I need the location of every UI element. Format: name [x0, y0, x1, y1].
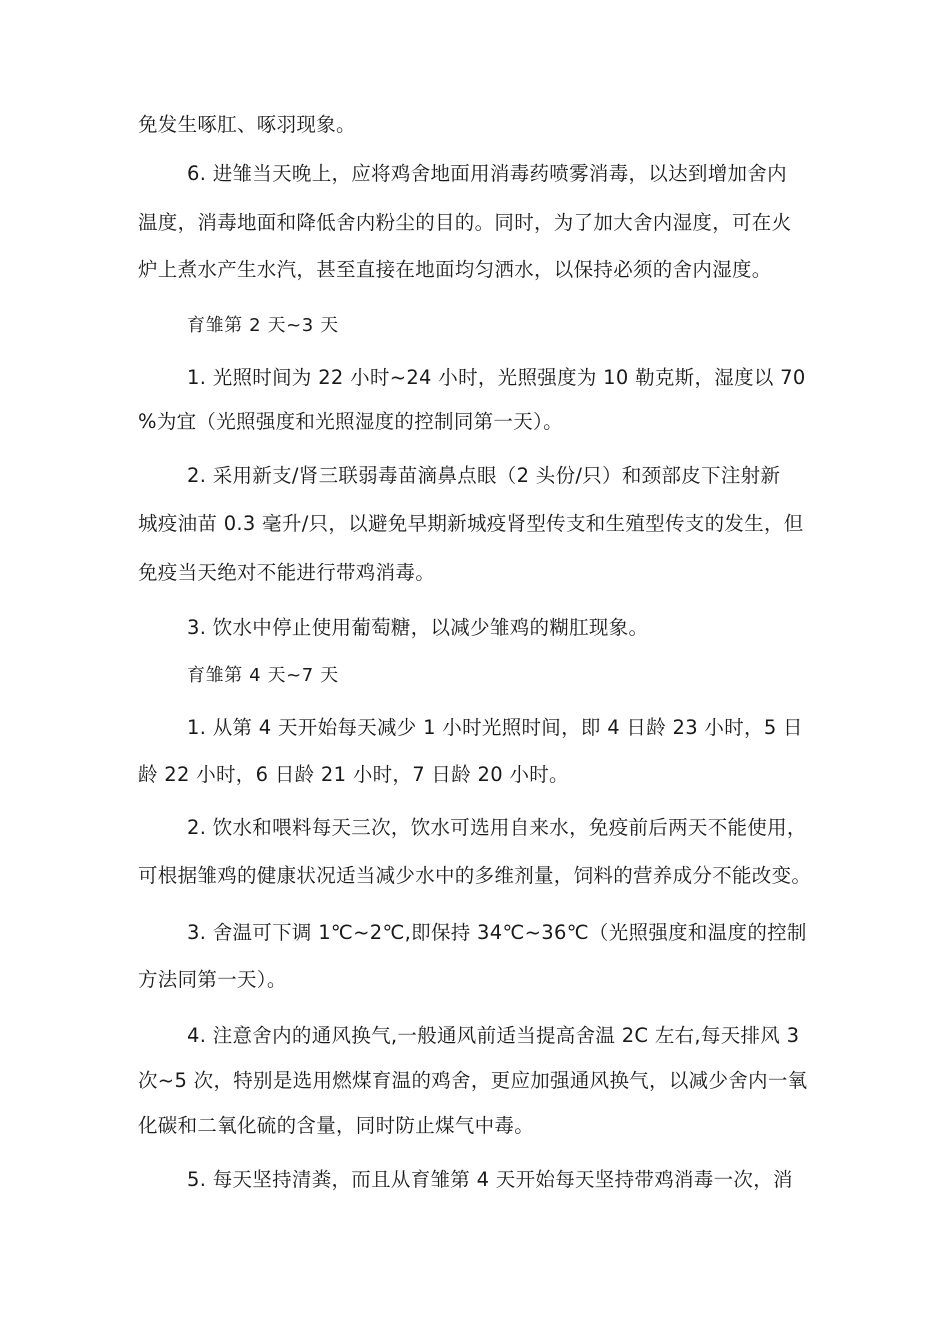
text-line: 次~5 次，特别是选用燃煤育温的鸡舍，更应加强通风换气，以减少舍内一氧 [138, 1069, 808, 1092]
text-line: %为宜（光照强度和光照湿度的控制同第一天）。 [138, 410, 563, 433]
text-line: 方法同第一天）。 [138, 968, 287, 991]
text-line: 龄 22 小时，6 日龄 21 小时，7 日龄 20 小时。 [138, 763, 569, 786]
text-line: 温度，消毒地面和降低舍内粉尘的目的。同时，为了加大舍内湿度，可在火 [138, 211, 792, 234]
text-line: 6. 进雏当天晚上，应将鸡舍地面用消毒药喷雾消毒，以达到增加舍内 [187, 162, 787, 185]
text-line: 1. 光照时间为 22 小时~24 小时，光照强度为 10 勒克斯，湿度以 70 [187, 366, 806, 389]
text-line: 免发生啄肛、啄羽现象。 [138, 113, 356, 136]
text-line: 城疫油苗 0.3 毫升/只，以避免早期新城疫肾型传支和生殖型传支的发生，但 [138, 512, 804, 535]
text-line: 5. 每天坚持清粪，而且从育雏第 4 天开始每天坚持带鸡消毒一次，消 [187, 1168, 793, 1191]
section-heading: 育雏第 2 天~3 天 [187, 315, 339, 336]
text-line: 免疫当天绝对不能进行带鸡消毒。 [138, 561, 436, 584]
text-line: 炉上煮水产生水汽，甚至直接在地面均匀洒水，以保持必须的舍内湿度。 [138, 258, 772, 281]
text-line: 3. 饮水中停止使用葡萄糖，以减少雏鸡的糊肛现象。 [187, 616, 649, 639]
text-line: 2. 采用新支/肾三联弱毒苗滴鼻点眼（2 头份/只）和颈部皮下注射新 [187, 464, 781, 487]
text-line: 化碳和二氧化硫的含量，同时防止煤气中毒。 [138, 1114, 535, 1137]
text-line: 4. 注意舍内的通风换气,一般通风前适当提高舍温 2C 左右,每天排风 3 [187, 1024, 800, 1047]
section-heading: 育雏第 4 天~7 天 [187, 665, 339, 686]
text-line: 可根据雏鸡的健康状况适当减少水中的多维剂量，饲料的营养成分不能改变。 [138, 864, 812, 887]
text-line: 3. 舍温可下调 1℃~2℃,即保持 34℃~36℃（光照强度和温度的控制 [187, 921, 807, 944]
text-line: 1. 从第 4 天开始每天减少 1 小时光照时间，即 4 日龄 23 小时，5 日 [187, 716, 803, 739]
text-line: 2. 饮水和喂料每天三次，饮水可选用自来水，免疫前后两天不能使用， [187, 816, 807, 839]
